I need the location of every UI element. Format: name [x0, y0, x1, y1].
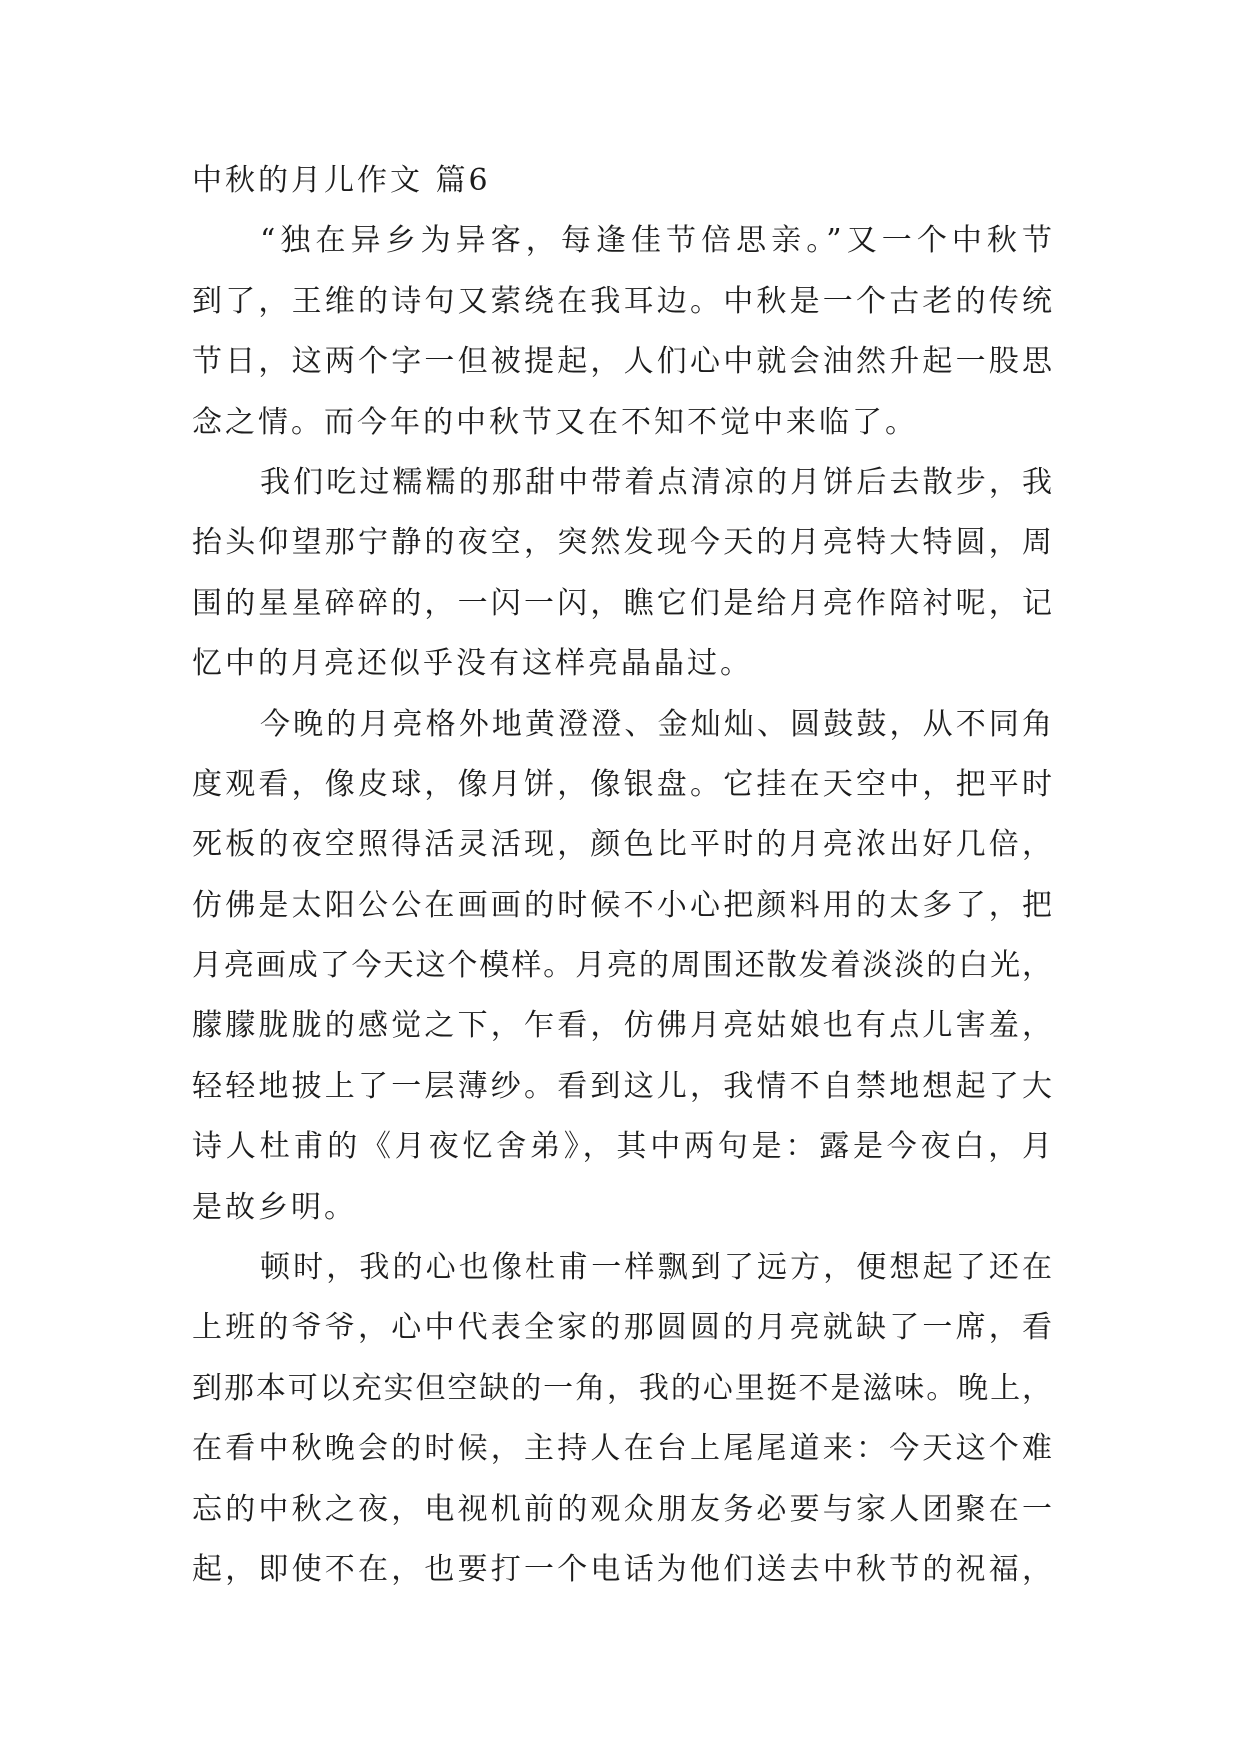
paragraph-line: 起，即使不在，也要打一个电话为他们送去中秋节的祝福， [192, 1551, 1052, 1587]
paragraph-line: 我们吃过糯糯的那甜中带着点清凉的月饼后去散步，我 [260, 464, 1052, 500]
paragraph-line: 轻轻地披上了一层薄纱。看到这儿，我情不自禁地想起了大 [192, 1068, 1052, 1104]
paragraph-3 [192, 695, 1052, 1239]
paragraph-line: 今晚的月亮格外地黄澄澄、金灿灿、圆鼓鼓，从不同角 [260, 706, 1052, 742]
paragraph-4 [192, 1238, 1052, 1600]
paragraph-line: 节日，这两个字一但被提起，人们心中就会油然升起一股思 [192, 344, 1052, 380]
paragraph-line: 月亮画成了今天这个模样。月亮的周围还散发着淡淡的白光， [192, 948, 1052, 984]
paragraph-line: 仿佛是太阳公公在画画的时候不小心把颜料用的太多了，把 [192, 887, 1052, 923]
paragraph-line: 是故乡明。 [192, 1189, 357, 1225]
paragraph-line: 朦朦胧胧的感觉之下，乍看，仿佛月亮姑娘也有点儿害羞， [192, 1008, 1052, 1044]
paragraph-line: 上班的爷爷，心中代表全家的那圆圆的月亮就缺了一席，看 [192, 1310, 1052, 1346]
paragraph-line: 抬头仰望那宁静的夜空，突然发现今天的月亮特大特圆，周 [192, 525, 1052, 561]
paragraph-1 [192, 211, 1052, 453]
paragraph-line: 顿时，我的心也像杜甫一样飘到了远方，便想起了还在 [260, 1250, 1052, 1286]
paragraph-line: 忘的中秋之夜，电视机前的观众朋友务必要与家人团聚在一 [192, 1491, 1052, 1527]
paragraph-line: 念之情。而今年的中秋节又在不知不觉中来临了。 [192, 404, 918, 440]
article-title: 中秋的月儿作文 篇6 [192, 163, 491, 198]
paragraph-line: 忆中的月亮还似乎没有这样亮晶晶过。 [192, 646, 753, 682]
paragraph-line: 围的星星碎碎的，一闪一闪，瞧它们是给月亮作陪衬呢，记 [192, 585, 1052, 621]
paragraph-line: “独在异乡为异客，每逢佳节倍思亲。”又一个中秋节 [260, 223, 1052, 259]
paragraph-line: 诗人杜甫的《月夜忆舍弟》，其中两句是：露是今夜白，月 [192, 1129, 1052, 1165]
article-body [192, 151, 1052, 1600]
paragraph-line: 度观看，像皮球，像月饼，像银盘。它挂在天空中，把平时 [192, 766, 1052, 802]
paragraph-2 [192, 453, 1052, 695]
paragraph-line: 到那本可以充实但空缺的一角，我的心里挺不是滋味。晚上， [192, 1370, 1052, 1406]
paragraph-line: 在看中秋晚会的时候，主持人在台上尾尾道来：今天这个难 [192, 1431, 1052, 1467]
paragraph-line: 死板的夜空照得活灵活现，颜色比平时的月亮浓出好几倍， [192, 827, 1052, 863]
paragraph-line: 到了，王维的诗句又萦绕在我耳边。中秋是一个古老的传统 [192, 283, 1052, 319]
